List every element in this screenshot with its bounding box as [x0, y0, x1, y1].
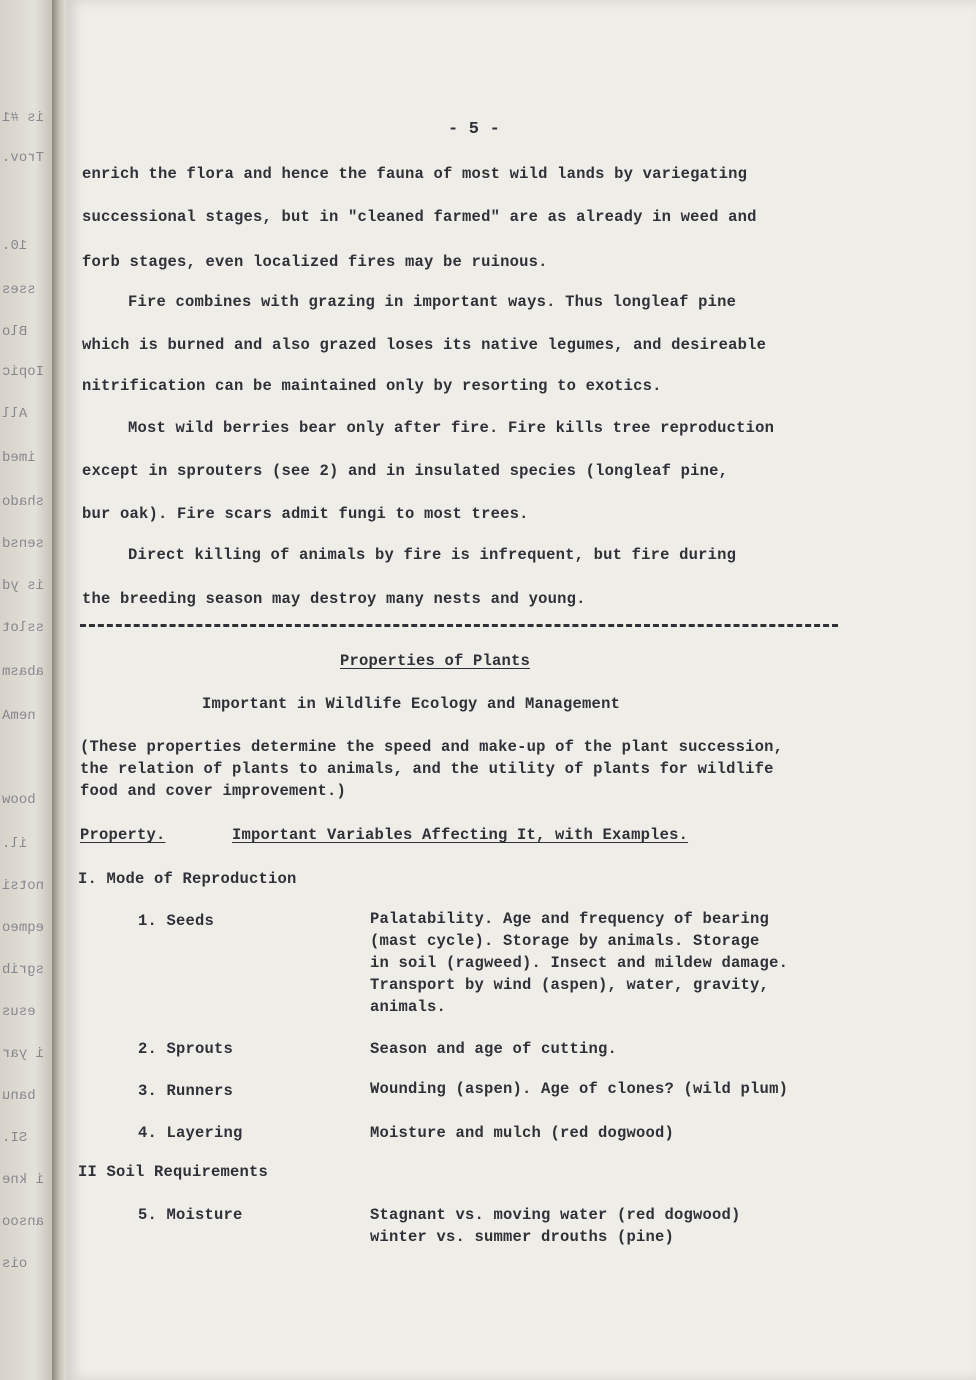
- left-page-fragment: sensd: [2, 536, 45, 552]
- item-text-line: Palatability. Age and frequency of bearing: [370, 910, 770, 928]
- paragraph-line: bur oak). Fire scars admit fungi to most trees.: [82, 505, 529, 523]
- section-title: Properties of Plants: [340, 652, 531, 670]
- item-label: 4. Layering: [138, 1124, 243, 1142]
- paragraph-line: nitrification can be maintained only by resorting to exotics.: [82, 377, 662, 395]
- left-page-fragment: i yar: [2, 1046, 45, 1062]
- typed-page: [66, 0, 976, 1380]
- paragraph-line: which is burned and also grazed loses its native legumes, and desireable: [82, 336, 767, 354]
- left-page-fragment: nemA: [2, 708, 36, 724]
- intro-line: (These properties determine the speed and make-up of the plant succession,: [80, 738, 784, 756]
- left-page-fragment: sslot: [2, 620, 45, 636]
- left-page-fragment: is #1: [2, 110, 45, 126]
- section-subtitle: Important in Wildlife Ecology and Management: [202, 695, 621, 713]
- left-page-fragment: imed: [2, 450, 36, 466]
- paragraph-line: enrich the flora and hence the fauna of most wild lands by variegating: [82, 165, 748, 183]
- item-label: 5. Moisture: [138, 1206, 243, 1224]
- item-label: 1. Seeds: [138, 912, 215, 930]
- paragraph-line: Most wild berries bear only after fire. Fire kills tree reproduction: [128, 419, 775, 437]
- paragraph-line: successional stages, but in "cleaned farmed" are as already in weed and: [82, 208, 757, 226]
- left-page-fragment: Trov.: [2, 150, 45, 166]
- item-label: 3. Runners: [138, 1082, 234, 1100]
- left-page-fragment: Blo: [2, 324, 28, 340]
- item-text-line: winter vs. summer drouths (pine): [370, 1228, 675, 1246]
- left-page-fragment: shado: [2, 494, 45, 510]
- left-page-fragment: is yd: [2, 578, 45, 594]
- dashed-divider: [80, 624, 838, 627]
- left-page-fragment: All: [2, 406, 28, 422]
- item-text-line: Moisture and mulch (red dogwood): [370, 1124, 675, 1142]
- item-text-line: (mast cycle). Storage by animals. Storage: [370, 932, 760, 950]
- item-text-line: in soil (ragweed). Insect and mildew damage.: [370, 954, 789, 972]
- column-header-property: Property.: [80, 826, 166, 844]
- item-text-line: Stagnant vs. moving water (red dogwood): [370, 1206, 741, 1224]
- left-page-fragment: Iopic: [2, 364, 45, 380]
- left-page-fragment: 10.: [2, 238, 28, 254]
- left-page-fragment: SI.: [2, 1130, 28, 1146]
- section-heading-soil: II Soil Requirements: [78, 1163, 269, 1181]
- left-page-fragment: ansoo: [2, 1214, 45, 1230]
- left-page-fragment: il.: [2, 836, 28, 852]
- paragraph-line: forb stages, even localized fires may be ruinous.: [82, 253, 548, 271]
- left-page-fragment: eqmeo: [2, 920, 45, 936]
- section-heading-reproduction: I. Mode of Reproduction: [78, 870, 297, 888]
- left-page-fragment: sses: [2, 282, 36, 298]
- left-page-fragment: abasm: [2, 664, 45, 680]
- left-page-fragment: sgrib: [2, 962, 45, 978]
- item-text-line: Transport by wind (aspen), water, gravity,: [370, 976, 770, 994]
- paragraph-line: except in sprouters (see 2) and in insulated species (longleaf pine,: [82, 462, 729, 480]
- left-page-edge: [0, 0, 58, 1380]
- left-page-fragment: banu: [2, 1088, 36, 1104]
- left-page-fragment: boow: [2, 792, 36, 808]
- left-page-fragment: esus: [2, 1004, 36, 1020]
- left-page-fragment: i kne: [2, 1172, 45, 1188]
- left-page-fragment: notsi: [2, 878, 45, 894]
- item-text-line: Season and age of cutting.: [370, 1040, 618, 1058]
- paragraph-line: Fire combines with grazing in important ways. Thus longleaf pine: [128, 293, 737, 311]
- item-label: 2. Sprouts: [138, 1040, 234, 1058]
- paragraph-line: the breeding season may destroy many nests and young.: [82, 590, 586, 608]
- column-header-variables: Important Variables Affecting It, with Examples.: [232, 826, 689, 844]
- left-page-fragment: ois: [2, 1256, 28, 1272]
- page-number: - 5 -: [448, 120, 501, 139]
- intro-line: food and cover improvement.): [80, 782, 347, 800]
- item-text-line: animals.: [370, 998, 447, 1016]
- paragraph-line: Direct killing of animals by fire is infrequent, but fire during: [128, 546, 737, 564]
- item-text-line: Wounding (aspen). Age of clones? (wild plum): [370, 1080, 789, 1098]
- intro-line: the relation of plants to animals, and the utility of plants for wildlife: [80, 760, 774, 778]
